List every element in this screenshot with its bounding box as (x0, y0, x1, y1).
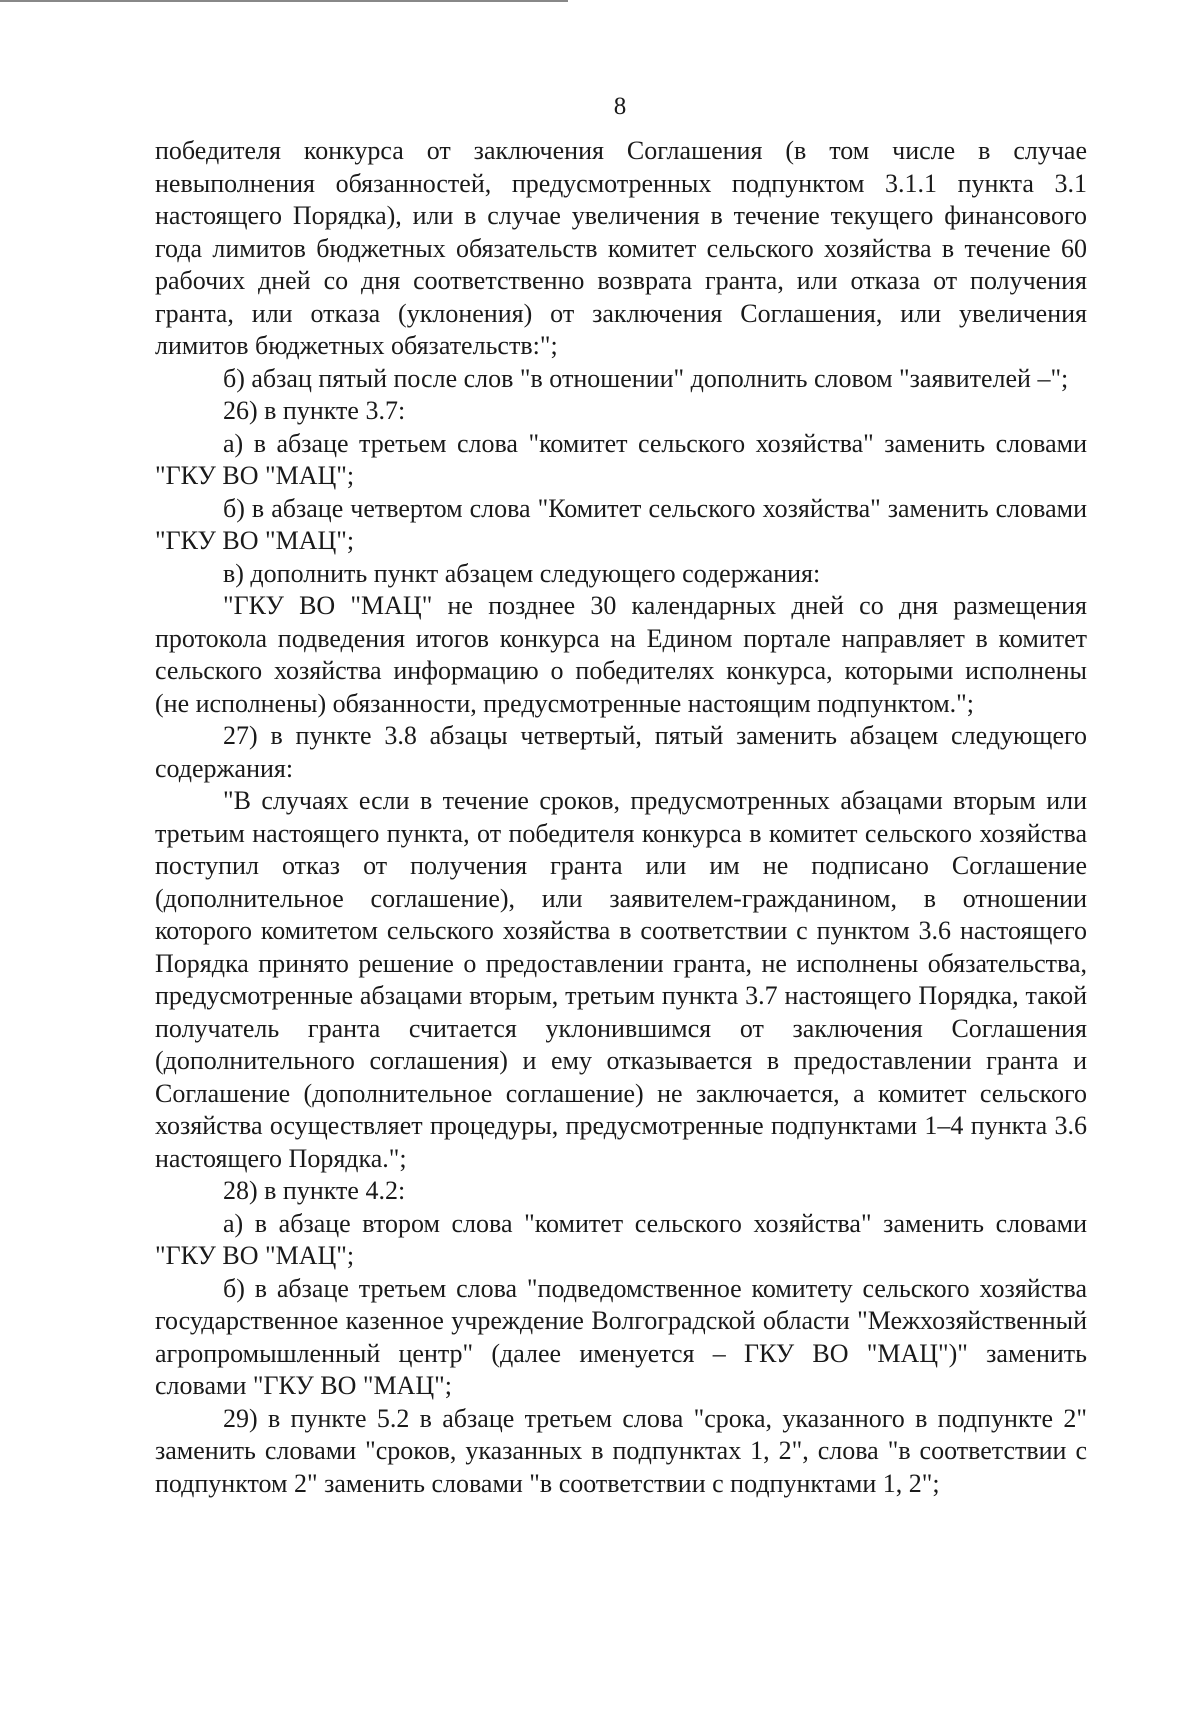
paragraph-13: 29) в пункте 5.2 в абзаце третьем слова "срока, указанного в подпункте 2" заменить словами "сроков, указанных в подпунктах 1, 2", слова "в соответствии с подпунктом 2" заменить словами "в соответствии с подпунктами 1, 2"; (155, 1403, 1087, 1498)
paragraph-8: 27) в пункте 3.8 абзацы четвертый, пятый заменить абзацем следующего содержания: (155, 721, 1087, 783)
scan-edge-line (0, 0, 568, 2)
paragraph-12: б) в абзаце третьем слова "подведомственное комитету сельского хозяйства государственное казенное учреждение Волгоградской области "Межхозяйственный агропромышленный центр" (далее именуется – ГКУ ВО "МАЦ")" заменить словами "ГКУ ВО "МАЦ"; (155, 1273, 1087, 1400)
paragraph-4: а) в абзаце третьем слова "комитет сельского хозяйства" заменить словами "ГКУ ВО "МАЦ"; (155, 428, 1087, 490)
paragraph-3: 26) в пункте 3.7: (223, 396, 406, 425)
document-body (155, 135, 1087, 1500)
page-number: 8 (613, 93, 627, 120)
paragraph-9: "В случаях если в течение сроков, предусмотренных абзацами вторым или третьим настоящего пункта, от победителя конкурса в комитет сельского хозяйства поступил отказ от получения гранта или им не подписано Соглашение (дополнительное соглашение), или заявителем-гражданином, в отношении которого комитетом сельского хозяйства в соответствии с пунктом 3.6 настоящего Порядка принято решение о предоставлении гранта, не исполнены обязательства, предусмотренные абзацами вторым, третьим пункта 3.7 настоящего Порядка, такой получатель гранта считается уклонившимся от заключения Соглашения (дополнительного соглашения) и ему отказывается в предоставлении гранта и Соглашение (дополнительное соглашение) не заключается, а комитет сельского хозяйства осуществляет процедуры, предусмотренные подпунктами 1–4 пункта 3.6 настоящего Порядка."; (155, 786, 1087, 1173)
paragraph-10: 28) в пункте 4.2: (223, 1176, 406, 1205)
paragraph-11: а) в абзаце втором слова "комитет сельского хозяйства" заменить словами "ГКУ ВО "МАЦ"; (155, 1208, 1087, 1270)
paragraph-2: б) абзац пятый после слов "в отношении" дополнить словом "заявителей –"; (223, 363, 1069, 393)
paragraph-7: "ГКУ ВО "МАЦ" не позднее 30 календарных дней со дня размещения протокола подведения итогов конкурса на Едином портале направляет в комитет сельского хозяйства информацию о победителях конкурса, которыми исполнены (не исполнены) обязанности, предусмотренные настоящим подпунктом."; (155, 591, 1087, 718)
paragraph-1: победителя конкурса от заключения Соглашения (в том числе в случае невыполнения обязанностей, предусмотренных подпунктом 3.1.1 пункта 3.1 настоящего Порядка), или в случае увеличения в течение текущего финансового года лимитов бюджетных обязательств комитет сельского хозяйства в течение 60 рабочих дней со дня соответственно возврата гранта, или отказа от получения гранта, или отказа (уклонения) от заключения Соглашения, или увеличения лимитов бюджетных обязательств:"; (155, 136, 1087, 360)
paragraph-5: б) в абзаце четвертом слова "Комитет сельского хозяйства" заменить словами "ГКУ ВО "МАЦ"; (155, 493, 1087, 555)
paragraph-6: в) дополнить пункт абзацем следующего содержания: (223, 558, 821, 588)
